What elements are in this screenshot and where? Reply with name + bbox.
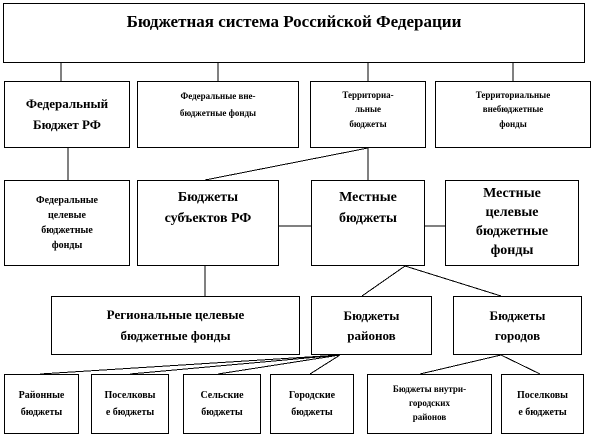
federal-target-funds-box — [4, 180, 130, 266]
settlement-budgets-label-2: Поселковы е бюджеты — [517, 390, 568, 418]
territorial-budgets-box — [310, 81, 426, 148]
rural-budgets-label: Сельские бюджеты — [200, 390, 244, 418]
federal-offbudget-funds-label: Федеральные вне- бюджетные фонды — [179, 91, 257, 119]
root-title: Бюджетная система Российской Федерации — [126, 12, 462, 31]
subject-budgets-box — [137, 180, 279, 266]
territorial-budgets-label: Территориа- льные бюджеты — [342, 90, 394, 129]
root-box — [3, 3, 585, 63]
rayon-budgets-label: Районные бюджеты — [18, 390, 65, 418]
intracity-district-budgets-box — [367, 374, 492, 434]
subject-budgets-label: Бюджеты субъектов РФ — [164, 190, 252, 226]
federal-target-funds-label: Федеральные целевые бюджетные фонды — [36, 195, 98, 251]
federal-offbudget-funds-box — [137, 81, 299, 148]
federal-budget-label: Федеральный Бюджет РФ — [25, 95, 109, 132]
settlement-budgets-label-1: Поселковы е бюджеты — [104, 390, 156, 418]
intracity-district-budgets-label: Бюджеты внутри- городских районов — [392, 384, 467, 422]
district-budgets-label: Бюджеты районов — [343, 308, 400, 343]
regional-target-funds-box — [51, 296, 300, 355]
rayon-budgets-box — [4, 374, 79, 434]
rural-budgets-box — [183, 374, 261, 434]
local-target-funds-label: Местные целевые бюджетные фонды — [475, 186, 549, 258]
local-budgets-label: Местные бюджеты — [339, 190, 397, 226]
settlement-budgets-box-1 — [91, 374, 169, 434]
territorial-offbudget-funds-box — [435, 81, 591, 148]
local-budgets-box — [311, 180, 425, 266]
local-target-funds-box — [445, 180, 579, 266]
city-budgets-label: Бюджеты городов — [489, 308, 546, 343]
regional-target-funds-label: Региональные целевые бюджетные фонды — [106, 306, 245, 343]
territorial-offbudget-funds-label: Территориальные внебюджетные фонды — [475, 90, 551, 129]
district-budgets-box — [311, 296, 432, 355]
federal-budget-box — [4, 81, 130, 148]
urban-budgets-label: Городские бюджеты — [288, 390, 336, 418]
urban-budgets-box — [270, 374, 354, 434]
city-budgets-box — [453, 296, 582, 355]
settlement-budgets-box-2 — [501, 374, 584, 434]
